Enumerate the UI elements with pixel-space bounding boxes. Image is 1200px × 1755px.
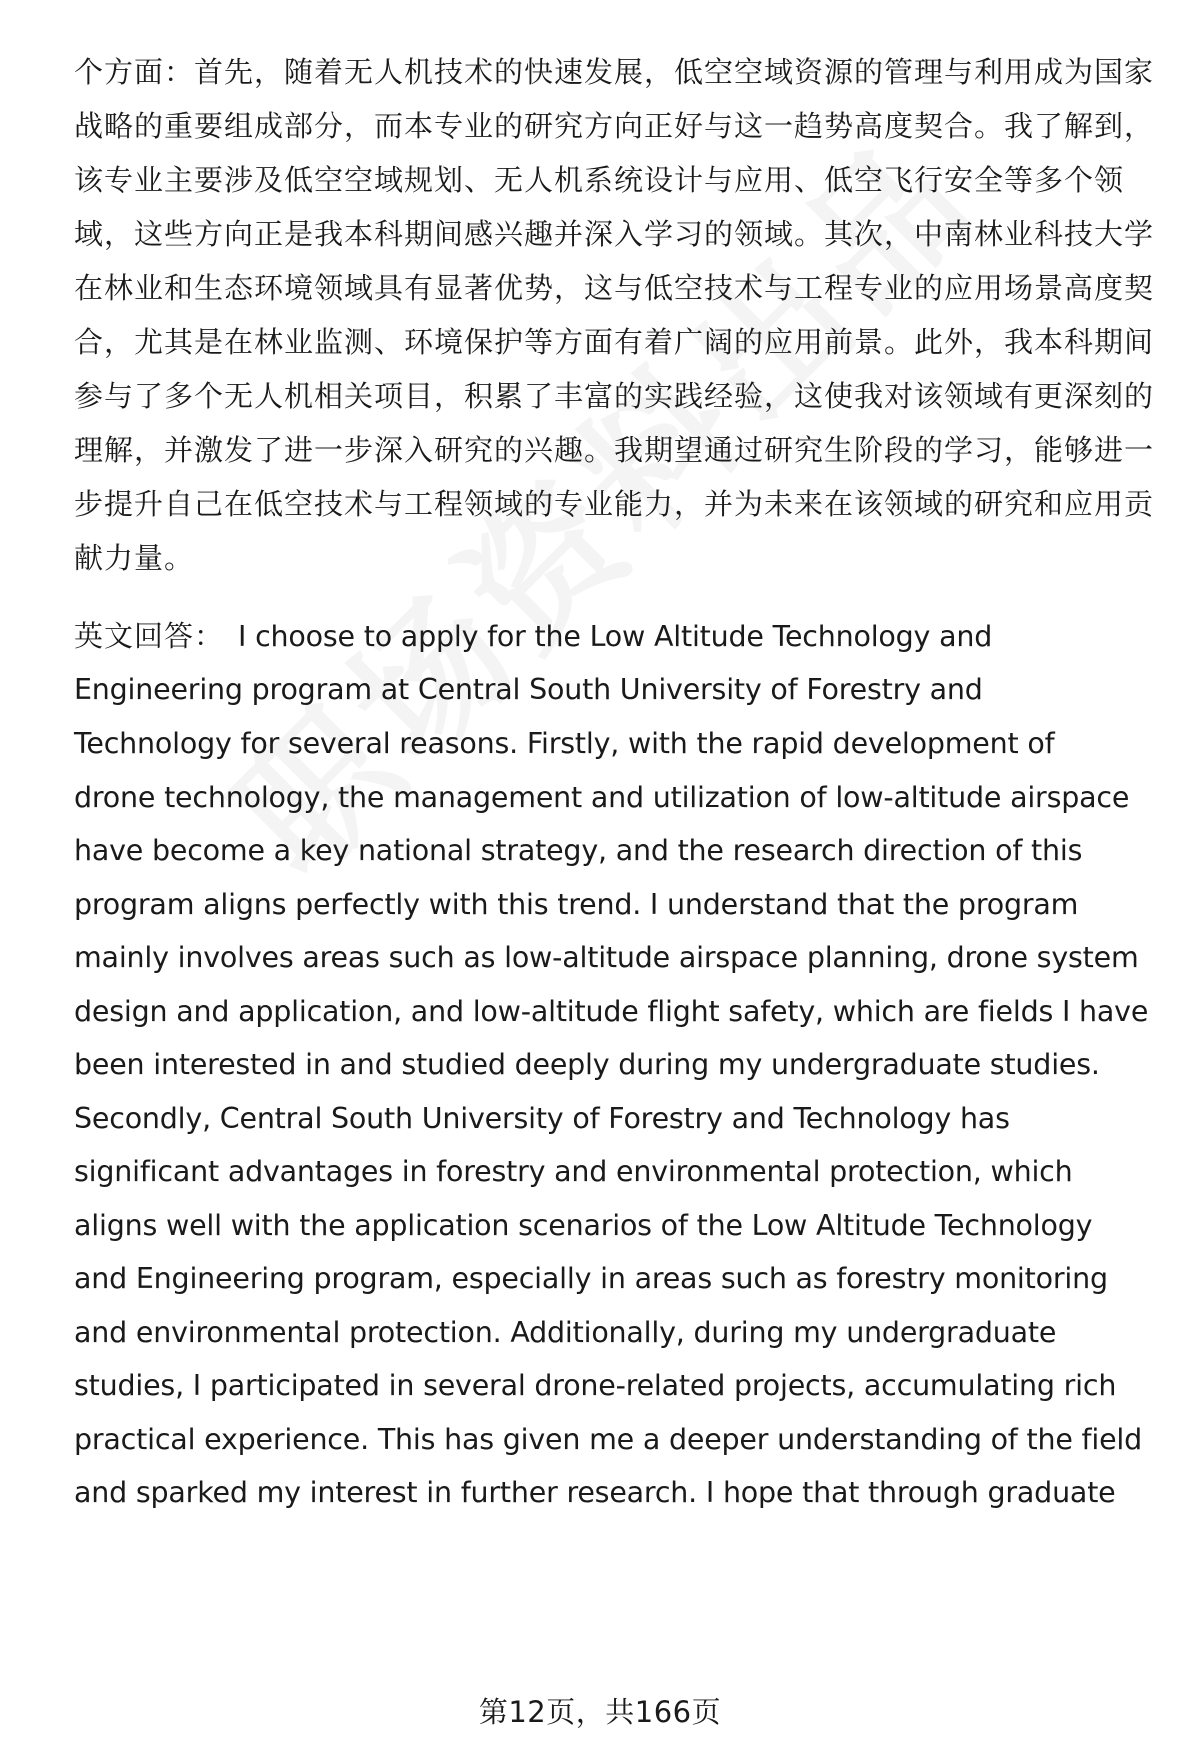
paragraph-line: aligns well with the application scenarios of the Low Altitude Technology — [74, 1209, 1093, 1242]
paragraph-line: studies, I participated in several drone-related projects, accumulating rich — [74, 1369, 1117, 1402]
paragraph-line: and sparked my interest in further research. I hope that through graduate — [74, 1476, 1116, 1509]
paragraph-line: drone technology, the management and utilization of low-altitude airspace — [74, 781, 1130, 814]
paragraph-line: 在林业和生态环境领域具有显著优势，这与低空技术与工程专业的应用场景高度契 — [74, 271, 1155, 305]
paragraph-line: and Engineering program, especially in areas such as forestry monitoring — [74, 1262, 1108, 1295]
paragraph-line: Secondly, Central South University of Forestry and Technology has — [74, 1102, 1010, 1135]
paragraph-line: 个方面：首先，随着无人机技术的快速发展，低空空域资源的管理与利用成为国家 — [74, 55, 1155, 89]
paragraph-line: 战略的重要组成部分，而本专业的研究方向正好与这一趋势高度契合。我了解到， — [74, 109, 1155, 143]
paragraph-line: been interested in and studied deeply during my undergraduate studies. — [74, 1048, 1100, 1081]
paragraph-line: 合，尤其是在林业监测、环境保护等方面有着广阔的应用前景。此外，我本科期间 — [74, 325, 1155, 359]
paragraph-line: and environmental protection. Additionally, during my undergraduate — [74, 1316, 1057, 1349]
page-number-footer: 第12页，共166页 — [478, 1695, 722, 1729]
paragraph-line: Engineering program at Central South University of Forestry and — [74, 673, 983, 706]
paragraph-line: mainly involves areas such as low-altitude airspace planning, drone system — [74, 941, 1139, 974]
answer-first-line — [74, 616, 992, 657]
paragraph-line: 理解，并激发了进一步深入研究的兴趣。我期望通过研究生阶段的学习，能够进一 — [74, 433, 1155, 467]
paragraph-line: 献力量。 — [74, 541, 195, 575]
answer-label: 英文回答： — [74, 619, 225, 653]
paragraph-line: significant advantages in forestry and environmental protection, which — [74, 1155, 1073, 1188]
paragraph-line: 步提升自己在低空技术与工程领域的专业能力，并为未来在该领域的研究和应用贡 — [74, 487, 1155, 521]
paragraph-line: 该专业主要涉及低空空域规划、无人机系统设计与应用、低空飞行安全等多个领 — [74, 163, 1125, 197]
paragraph-line: I choose to apply for the Low Altitude Technology and — [238, 620, 993, 653]
paragraph-line: program aligns perfectly with this trend. I understand that the program — [74, 888, 1079, 921]
paragraph-line: 域，这些方向正是我本科期间感兴趣并深入学习的领域。其次，中南林业科技大学 — [74, 217, 1155, 251]
paragraph-line: design and application, and low-altitude flight safety, which are fields I have — [74, 995, 1149, 1028]
paragraph-line: have become a key national strategy, and the research direction of this — [74, 834, 1083, 867]
paragraph-line: practical experience. This has given me a deeper understanding of the field — [74, 1423, 1143, 1456]
paragraph-line: 参与了多个无人机相关项目，积累了丰富的实践经验，这使我对该领域有更深刻的 — [74, 379, 1155, 413]
paragraph-line: Technology for several reasons. Firstly, with the rapid development of — [74, 727, 1055, 760]
